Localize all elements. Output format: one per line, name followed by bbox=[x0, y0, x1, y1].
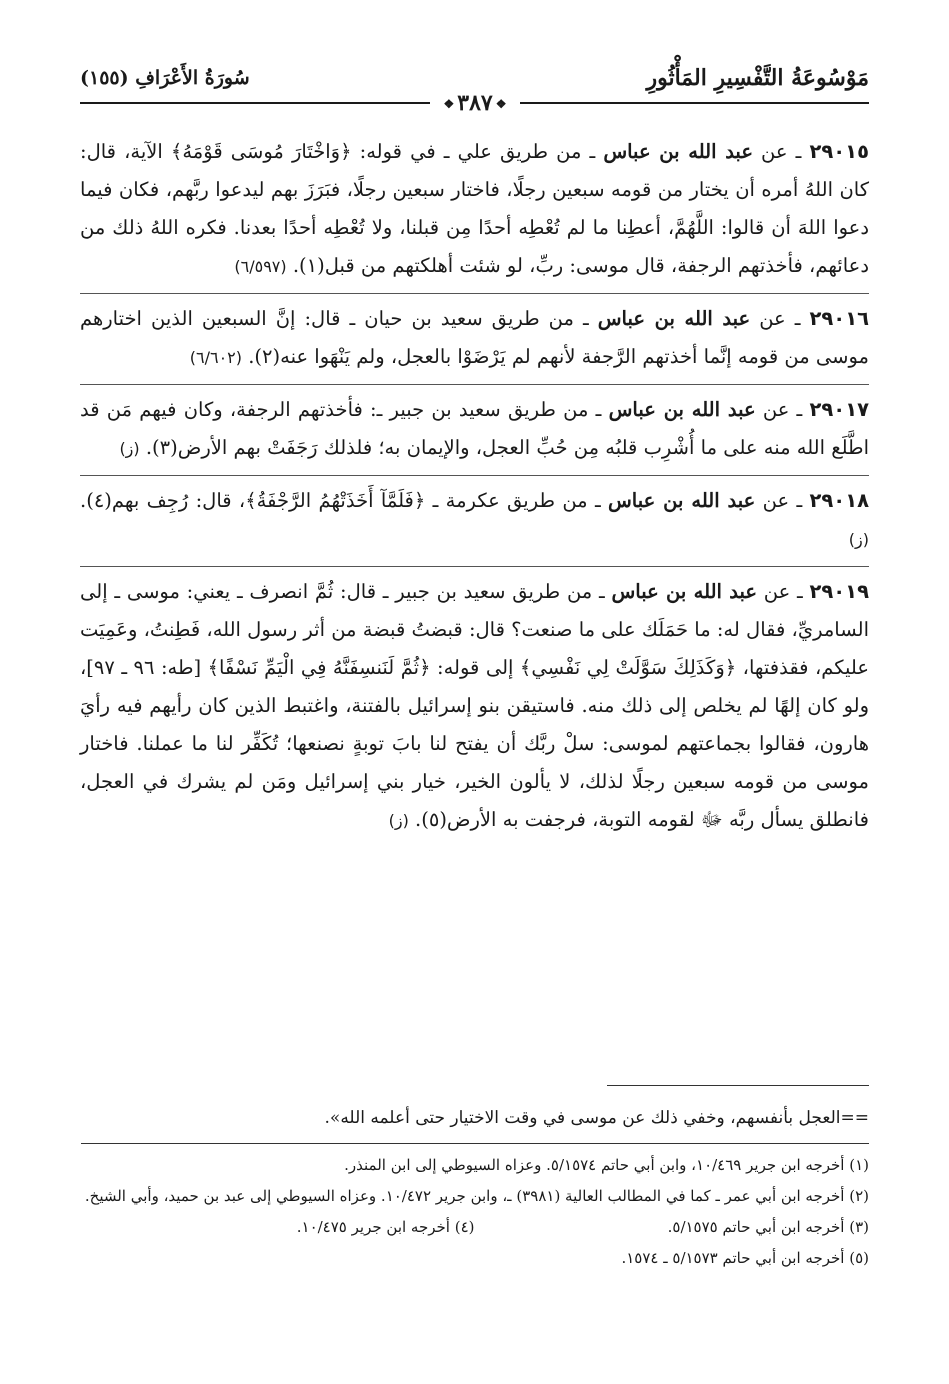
narration-reference: (٦/٥٩٧) bbox=[234, 257, 287, 276]
narrator-name: عبد الله بن عباس bbox=[603, 140, 753, 163]
narration-entry: ٢٩٠١٧ ـ عن عبد الله بن عباس ـ من طريق سعيد بن جبير ـ: فأخذتهم الرجفة، وكان فيهم مَن قد اطَّلَع الله منه على ما أُشْرِب قلبُه مِن حُبِّ العجل، والإيمان به؛ فلذلك رَجَفَتْ بهم الأرض(٣). (ز) bbox=[80, 398, 870, 459]
narrator-name: عبد الله بن عباس bbox=[608, 398, 756, 421]
narration-reference: (ز) bbox=[848, 530, 869, 549]
narration-entry: ٢٩٠١٩ ـ عن عبد الله بن عباس ـ من طريق سعيد بن جبير ـ قال: ثُمَّ انصرف ـ يعني: موسى ـ إلى السامريِّ، فقال له: ما حَمَلَك على ما صنعت؟ قال: قبضتُ قبضة من أثر رسول الله، فَطِنتُ، وعَمِيَت عليكم، فقذفتها، ﴿وَكَذَلِكَ سَوَّلَتْ لِي نَفْسِي﴾ إلى قوله: ﴿ثُمَّ لَنَنسِفَنَّهُ فِي الْيَمِّ نَسْفًا﴾ [طه: ٩٦ ـ ٩٧]، ولو كان إلهًا لم يخلص إلى ذلك منه. فاستيقن بنو إسرائيل بالفتنة، واغتبط الذين كان رأيهم فيه رأيَ هارون، فقالوا بجماعتهم لموسى: سلْ ربَّك أن يفتح لنا بابَ توبةٍ نصنعها؛ تُكَفِّر لنا ما عملنا. فاختار موسى من قومه سبعين رجلًا لذلك، لا يألون الخير، خيار بني إسرائيل ومَن لم يشرك في العجل، فانطلق يسأل ربَّه ﷻ لقومه التوبة، فرجفت به الأرض(٥). (ز) bbox=[80, 580, 869, 831]
footnote-separator bbox=[607, 1085, 869, 1086]
entry-divider bbox=[80, 475, 869, 476]
ornament-icon: ❖ bbox=[495, 97, 507, 111]
page-body bbox=[80, 133, 869, 845]
narration-reference: (ز) bbox=[388, 811, 409, 830]
narration-number: ٢٩٠١٨ bbox=[809, 489, 869, 512]
narration-reference: (٦/٦٠٢) bbox=[189, 348, 243, 367]
footnote-separator bbox=[81, 1143, 869, 1144]
page-number: ٣٨٧ bbox=[457, 90, 493, 116]
narration-reference: (ز) bbox=[119, 439, 140, 458]
narration-number: ٢٩٠١٩ bbox=[809, 580, 869, 603]
narration-entry: ٢٩٠١٨ ـ عن عبد الله بن عباس ـ من طريق عكرمة ـ ﴿فَلَمَّآ أَخَذَتْهُمُ الرَّجْفَةُ﴾، قال: رُجِف بهم(٤). (ز) bbox=[80, 489, 869, 549]
narrator-name: عبد الله بن عباس bbox=[597, 307, 751, 330]
narration-entry: ٢٩٠١٦ ـ عن عبد الله بن عباس ـ من طريق سعيد بن حيان ـ قال: إنَّ السبعين الذين اختارهم موسى من قومه إنَّما أخذتهم الرَّجفة لأنهم لم يَرْضَوْا بالعجل، ولم يَنْهَوا عنه(٢). (٦/٦٠٢) bbox=[80, 307, 869, 368]
narration-number: ٢٩٠١٥ bbox=[809, 140, 869, 163]
page-number-box bbox=[430, 90, 520, 114]
surah-reference: سُورَةُ الأَعْرَافِ (١٥٥) bbox=[80, 67, 250, 89]
ornament-icon: ❖ bbox=[443, 97, 455, 111]
narration-text: ـ من طريق سعيد بن جبير ـ: فأخذتهم الرجفة، وكان فيهم مَن قد اطَّلَع الله منه على ما أُشْرِب قلبُه مِن حُبِّ العجل، والإيمان به؛ فلذلك رَجَفَتْ بهم الأرض(٣). bbox=[80, 398, 869, 459]
book-title: مَوْسُوعَةُ التَّفْسِيرِ المَأْثُورِ bbox=[646, 65, 869, 91]
footnote: (٥) أخرجه ابن أبي حاتم ٥/١٥٧٣ ـ ١٥٧٤. bbox=[621, 1249, 869, 1267]
footnote: (٢) أخرجه ابن أبي عمر ـ كما في المطالب العالية (٣٩٨١) ـ، وابن جرير ١٠/٤٧٢. وعزاه السيوطي إلى عبد بن حميد، وأبي الشيخ. bbox=[84, 1187, 869, 1205]
entry-divider bbox=[80, 384, 869, 385]
entry-divider bbox=[80, 566, 869, 567]
narration-number: ٢٩٠١٧ bbox=[809, 398, 870, 421]
footnote: (١) أخرجه ابن جرير ١٠/٤٦٩، وابن أبي حاتم ٥/١٥٧٤. وعزاه السيوطي إلى ابن المنذر. bbox=[344, 1156, 869, 1174]
narration-text: ـ من طريق سعيد بن جبير ـ قال: ثُمَّ انصرف ـ يعني: موسى ـ إلى السامريِّ، فقال له: ما حَمَلَك على ما صنعت؟ قال: قبضتُ قبضة من أثر رسول الله، فَطِنتُ، وعَمِيَت عليكم، فقذفتها، ﴿وَكَذَلِكَ سَوَّلَتْ لِي نَفْسِي﴾ إلى قوله: ﴿ثُمَّ لَنَنسِفَنَّهُ فِي الْيَمِّ نَسْفًا﴾ [طه: ٩٦ ـ ٩٧]، ولو كان إلهًا لم يخلص إلى ذلك منه. فاستيقن بنو إسرائيل بالفتنة، واغتبط الذين كان رأيهم فيه رأيَ هارون، فقالوا بجماعتهم لموسى: سلْ ربَّك أن يفتح لنا بابَ توبةٍ نصنعها؛ تُكَفِّر لنا ما عملنا. فاختار موسى من قومه سبعين رجلًا لذلك، لا يألون الخير، خيار بني إسرائيل ومَن لم يشرك في العجل، فانطلق يسأل ربَّه ﷻ لقومه التوبة، فرجفت به الأرض(٥). bbox=[80, 580, 869, 831]
narration-text: ـ من طريق سعيد بن حيان ـ قال: إنَّ السبعين الذين اختارهم موسى من قومه إنَّما أخذتهم الرَّجفة لأنهم لم يَرْضَوْا بالعجل، ولم يَنْهَوا عنه(٢). bbox=[80, 307, 869, 368]
narration-text: ـ من طريق علي ـ في قوله: ﴿وَاخْتَارَ مُوسَى قَوْمَهُ﴾ الآية، قال: كان اللهُ أمره أن يختار من قومه سبعين رجلًا، فاختار سبعين رجلًا، فبَرَزَ بهم ليدعوا ربَّهم، فكان فيما دعوا اللهَ أن قالوا: اللَّهُمَّ، أعطِنا ما لم تُعْطِه أحدًا مِن قبلنا، ولا تُعْطِه أحدًا بعدنا. فكره اللهُ ذلك من دعائهم، فأخذتهم الرجفة، قال موسى: ربِّ، لو شئت أهلكتهم من قبل(١). bbox=[80, 140, 869, 277]
footnote: (٤) أخرجه ابن جرير ١٠/٤٧٥. bbox=[296, 1218, 475, 1236]
footnote: (٣) أخرجه ابن أبي حاتم ٥/١٥٧٥. bbox=[667, 1218, 869, 1236]
entry-divider bbox=[80, 293, 869, 294]
narrator-name: عبد الله بن عباس bbox=[608, 489, 756, 512]
narrator-name: عبد الله بن عباس bbox=[611, 580, 758, 603]
narration-entry: ٢٩٠١٥ ـ عن عبد الله بن عباس ـ من طريق علي ـ في قوله: ﴿وَاخْتَارَ مُوسَى قَوْمَهُ﴾ الآية، قال: كان اللهُ أمره أن يختار من قومه سبعين رجلًا، فاختار سبعين رجلًا، فبَرَزَ بهم ليدعوا ربَّهم، فكان فيما دعوا اللهَ أن قالوا: اللَّهُمَّ، أعطِنا ما لم تُعْطِه أحدًا مِن قبلنا، ولا تُعْطِه أحدًا بعدنا. فكره اللهُ ذلك من دعائهم، فأخذتهم الرجفة، قال موسى: ربِّ، لو شئت أهلكتهم من قبل(١). (٦/٥٩٧) bbox=[80, 140, 869, 277]
footnote-carryover: ==العجل بأنفسهم، وخفي ذلك عن موسى في وقت الاختيار حتى أعلمه الله». bbox=[324, 1108, 869, 1128]
footnote-row bbox=[80, 1212, 869, 1243]
narration-text: ـ من طريق عكرمة ـ ﴿فَلَمَّآ أَخَذَتْهُمُ الرَّجْفَةُ﴾، قال: رُجِف بهم(٤). bbox=[80, 489, 601, 512]
footnotes bbox=[80, 1150, 869, 1274]
narration-number: ٢٩٠١٦ bbox=[809, 307, 869, 330]
